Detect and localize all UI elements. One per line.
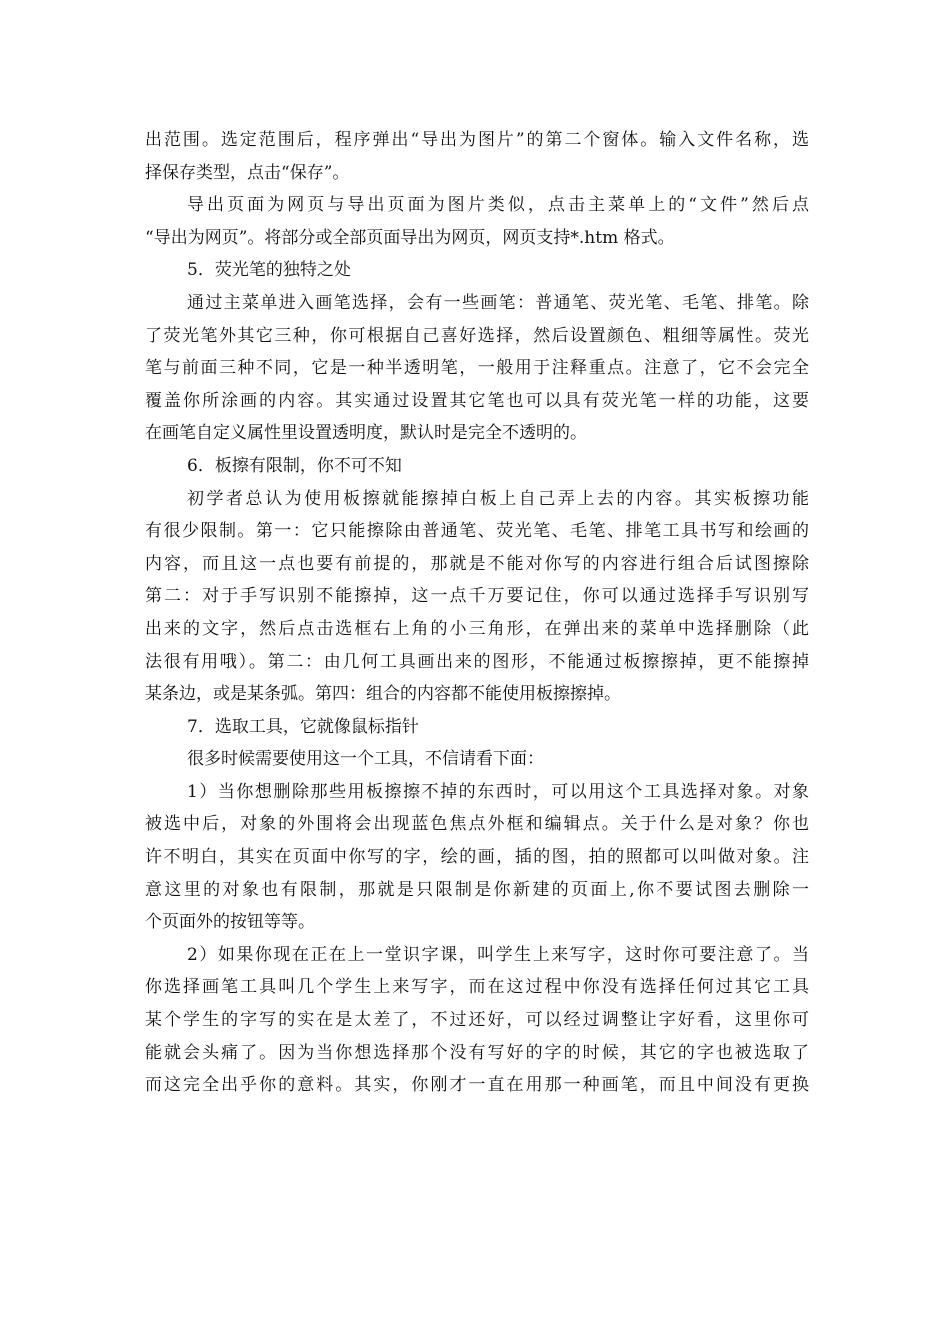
text-line: 你选择画笔工具叫几个学生上来写字，而在这过程中你没有选择任何过其它工具: [145, 977, 809, 998]
text-line: 很多时候需要使用这一个工具，不信请看下面：: [187, 749, 544, 770]
text-line: 2）如果你现在正在上一堂识字课，叫学生上来写字，这时你可要注意了。当: [187, 944, 809, 965]
text-line: 内容，而且这一点也要有前提的，那就是不能对你写的内容进行组合后试图擦除: [145, 553, 809, 574]
text-line: 6．板擦有限制，你不可不知: [187, 455, 402, 476]
text-line: 某个学生的字写的实在是太差了，不过还好，可以经过调整让字好看，这里你可: [145, 1010, 809, 1031]
text-line: 通过主菜单进入画笔选择，会有一些画笔：普通笔、荧光笔、毛笔、排笔。除: [187, 292, 809, 313]
text-line: 了荧光笔外其它三种，你可根据自己喜好选择，然后设置颜色、粗细等属性。荧光: [145, 325, 809, 346]
document-body: [145, 124, 809, 1102]
text-line: 在画笔自定义属性里设置透明度，默认时是完全不透明的。: [145, 423, 587, 444]
text-line: 第二：对于手写识别不能擦掉，这一点千万要记住，你可以通过选择手写识别写: [145, 586, 809, 607]
text-line: 出范围。选定范围后，程序弹出“导出为图片”的第二个窗体。输入文件名称，选: [145, 130, 809, 150]
text-line: 而这完全出乎你的意料。其实，你刚才一直在用那一种画笔，而且中间没有更换: [145, 1075, 809, 1096]
text-line: 初学者总认为使用板擦就能擦掉白板上自己弄上去的内容。其实板擦功能: [187, 488, 809, 509]
text-line: 被选中后，对象的外围将会出现蓝色焦点外框和编辑点。关于什么是对象？你也: [145, 814, 809, 835]
text-line: 1）当你想删除那些用板擦擦不掉的东西时，可以用这个工具选择对象。对象: [187, 781, 809, 802]
text-line: 某条边，或是某条弧。第四：组合的内容都不能使用板擦擦掉。: [145, 684, 621, 705]
text-line: 法很有用哦）。第二：由几何工具画出来的图形，不能通过板擦擦掉，更不能擦掉: [145, 651, 809, 672]
text-line: 能就会头痛了。因为当你想选择那个没有写好的字的时候，其它的字也被选取了: [145, 1042, 809, 1063]
text-line: 覆盖你所涂画的内容。其实通过设置其它笔也可以具有荧光笔一样的功能，这要: [145, 390, 809, 411]
text-line: 出来的文字，然后点击选框右上角的小三角形，在弹出来的菜单中选择删除（此: [145, 618, 809, 639]
text-line: 5．荧光笔的独特之处: [187, 260, 351, 281]
text-line: 择保存类型，点击“保存”。: [145, 162, 350, 183]
text-line: 有很少限制。第一：它只能擦除由普通笔、荧光笔、毛笔、排笔工具书写和绘画的: [145, 521, 809, 542]
text-line: 7．选取工具，它就像鼠标指针: [187, 716, 419, 737]
text-line: 许不明白，其实在页面中你写的字，绘的画，插的图，拍的照都可以叫做对象。注: [145, 847, 809, 868]
text-line: 意这里的对象也有限制，那就是只限制是你新建的页面上,你不要试图去删除一: [145, 879, 809, 900]
text-line: “导出为网页”。将部分或全部页面导出为网页，网页支持*.htm 格式。: [145, 227, 675, 248]
text-line: 笔与前面三种不同，它是一种半透明笔，一般用于注释重点。注意了，它不会完全: [145, 358, 809, 379]
text-line: 导出页面为网页与导出页面为图片类似，点击主菜单上的“文件”然后点: [187, 195, 809, 216]
text-line: 个页面外的按钮等等。: [145, 912, 315, 933]
